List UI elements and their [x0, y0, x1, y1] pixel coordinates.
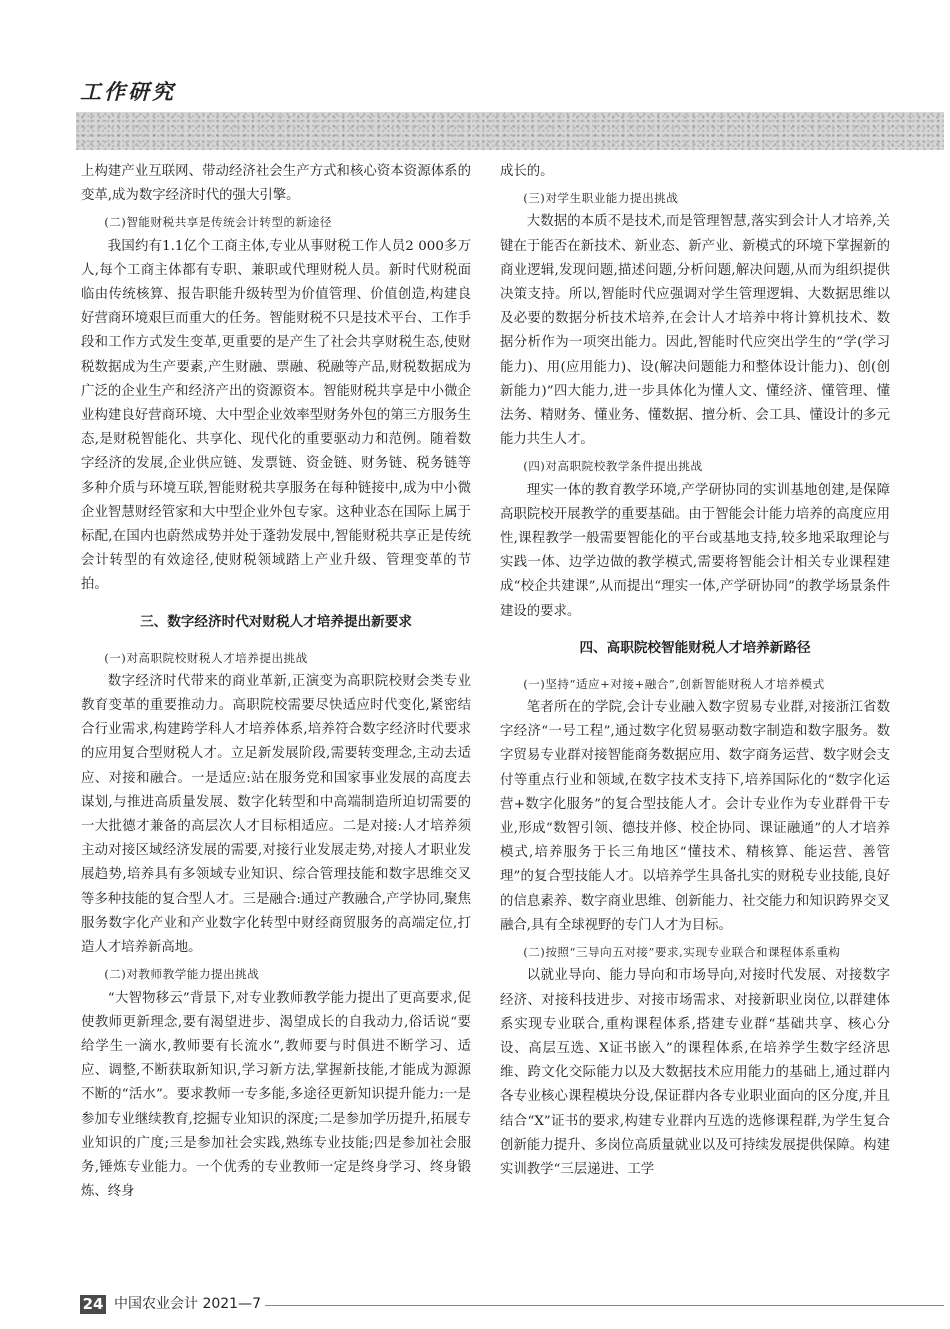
paragraph: “大智物移云”背景下,对专业教师教学能力提出了更高要求,促使教师更新理念,要有渴望进步、渴望成长的自我动力,俗话说“要给学生一滴水,教师要有长流水”,教师要与时俱进不断学习、适应、调整,不断获取新知识,学习新方法,掌握新技能,才能成为源源不断的“活水”。要求教师一专多能,多途径更新知识提升能力:一是参加专业继续教育,挖掘专业知识的深度;二是参加学历提升,拓展专业知识的广度;三是参加社会实践,熟练专业技能;四是参加社会服务,锤炼专业能力。一个优秀的专业教师一定是终身学习、终身锻炼、终身 — [81, 990, 471, 1200]
footer-rule — [265, 1305, 944, 1306]
paragraph: 成长的。 — [500, 164, 554, 179]
section-heading: 四、高职院校智能财税人才培养新路径 — [579, 639, 811, 656]
paragraph: 我国约有1.1亿个工商主体,专业从事财税工作人员2 000多万人,每个工商主体都有专职、兼职或代理财税人员。新时代财税面临由传统核算、报告职能升级转型为价值管理、价值创造,构建良好营商环境艰巨而重大的任务。智能财税不只是技术平台、工作手段和工作方式发生变革,更重要的是产生了社会共享财税生态,使财税数据成为生产要素,产生财融、票融、税融等产品,财税数据成为广泛的企业生产和经济产出的资源资本。智能财税共享是中小微企业构建良好营商环境、大中型企业效率型财务外包的第三方服务生态,是财税智能化、共享化、现代化的重要驱动力和范例。随着数字经济的发展,企业供应链、发票链、资金链、财务链、税务链等多种介质与环境互联,智能财税共享服务在每种链接中,成为中小微企业智慧财经管家和大中型企业外包专家。这种业态在国际上属于标配,在国内也蔚然成势并处于蓬勃发展中,智能财税共享正是传统会计转型的有效途径,使财税领域踏上产业升级、管理变革的节拍。 — [81, 238, 471, 593]
subsection-heading: (一)对高职院校财税人才培养提出挑战 — [104, 650, 308, 665]
section-heading: 三、数字经济时代对财税人才培养提出新要求 — [140, 613, 412, 630]
subsection-heading: (二)按照“三导向五对接”要求,实现专业联合和课程体系重构 — [523, 945, 841, 960]
subsection-heading: (一)坚持“适应+对接+融合”,创新智能财税人才培养模式 — [523, 676, 825, 691]
paragraph: 理实一体的教育教学环境,产学研协同的实训基地创建,是保障高职院校开展教学的重要基础。由于智能会计能力培养的高度应用性,课程教学一般需要智能化的平台或基地支持,较多地采取理论与实践一体、边学边做的教学模式,需要将智能会计相关专业课程建成“校企共建课”,从而提出“理实一体,产学研协同”的教学场景条件建设的要求。 — [500, 482, 890, 619]
header-band — [76, 112, 944, 150]
paragraph: 大数据的本质不是技术,而是管理智慧,落实到会计人才培养,关键在于能否在新技术、新业态、新产业、新模式的环境下掌握新的商业逻辑,发现问题,描述问题,分析问题,解决问题,从而为组织提供决策支持。所以,智能时代应强调对学生管理逻辑、大数据思维以及必要的数据分析技术培养,在会计人才培养中将计算机技术、数据分析作为一项突出能力。因此,智能时代应突出学生的“学(学习能力)、用(应用能力)、设(解决问题能力和整体设计能力)、创(创新能力)”四大能力,进一步具体化为懂人文、懂经济、懂管理、懂法务、精财务、懂业务、懂数据、擅分析、会工具、懂设计的多元能力共生人才。 — [500, 214, 890, 448]
left-column — [81, 160, 471, 1204]
paragraph: 以就业导向、能力导向和市场导向,对接时代发展、对接数字经济、对接科技进步、对接市场需求、对接新职业岗位,以群建体系实现专业联合,重构课程体系,搭建专业群“基础共享、核心分设、高层互选、X证书嵌入”的课程体系,在培养学生数字经济思维、跨文化交际能力以及大数据技术应用能力的基础上,通过群内各专业核心课程模块分设,保证群内各专业职业面向的区分度,并且结合“X”证书的要求,构建专业群内互选的选修课程群,为学生复合创新能力提升、多岗位高质量就业以及可持续发展提供保障。构建实训教学“三层递进、工学 — [500, 968, 890, 1177]
paragraph: 数字经济时代带来的商业革新,正演变为高职院校财会类专业教育变革的重要推动力。高职院校需要尽快适应时代变化,紧密结合行业需求,构建跨学科人才培养体系,培养符合数字经济时代要求的应用复合型财税人才。立足新发展阶段,需要转变理念,主动去适应、对接和融合。一是适应:站在服务党和国家事业发展的高度去谋划,与推进高质量发展、数字化转型和中高端制造所迫切需要的一大批德才兼备的高层次人才目标相适应。二是对接:人才培养须主动对接区域经济发展的需要,对接行业发展走势,对接人才职业发展趋势,培养具有多领域专业知识、综合管理技能和数字思维交叉等多种技能的复合型人才。三是融合:通过产教融合,产学协同,聚焦服务数字化产业和产业数字化转型中财经商贸服务的高端定位,打造人才培养新高地。 — [81, 673, 471, 956]
journal-name: 中国农业会计 2021—7 — [114, 1296, 261, 1312]
page-number: 24 — [80, 1295, 106, 1314]
subsection-heading: (四)对高职院校教学条件提出挑战 — [523, 459, 703, 474]
page-section-title: 工作研究 — [80, 79, 176, 104]
right-column — [500, 160, 890, 1182]
paragraph: 上构建产业互联网、带动经济社会生产方式和核心资本资源体系的变革,成为数字经济时代的强大引擎。 — [81, 164, 471, 204]
subsection-heading: (三)对学生职业能力提出挑战 — [523, 191, 679, 206]
subsection-heading: (二)对教师教学能力提出挑战 — [104, 967, 260, 982]
subsection-heading: (二)智能财税共享是传统会计转型的新途径 — [104, 215, 332, 230]
paragraph: 笔者所在的学院,会计专业融入数字贸易专业群,对接浙江省数字经济“一号工程”,通过数字化贸易驱动数字制造和数字服务。数字贸易专业群对接智能商务数据应用、数字商务运营、数字财会支付等重点行业和领域,在数字技术支持下,培养国际化的“数字化运营+数字化服务”的复合型技能人才。会计专业作为专业群骨干专业,形成“数智引领、德技并修、校企协同、课证融通”的人才培养模式,培养服务于长三角地区“懂技术、精核算、能运营、善管理”的复合型技能人才。以培养学生具备扎实的财税专业技能,良好的信息素养、数字商业思维、创新能力、社交能力和知识跨界交叉融合,具有全球视野的专门人才为目标。 — [500, 700, 890, 933]
